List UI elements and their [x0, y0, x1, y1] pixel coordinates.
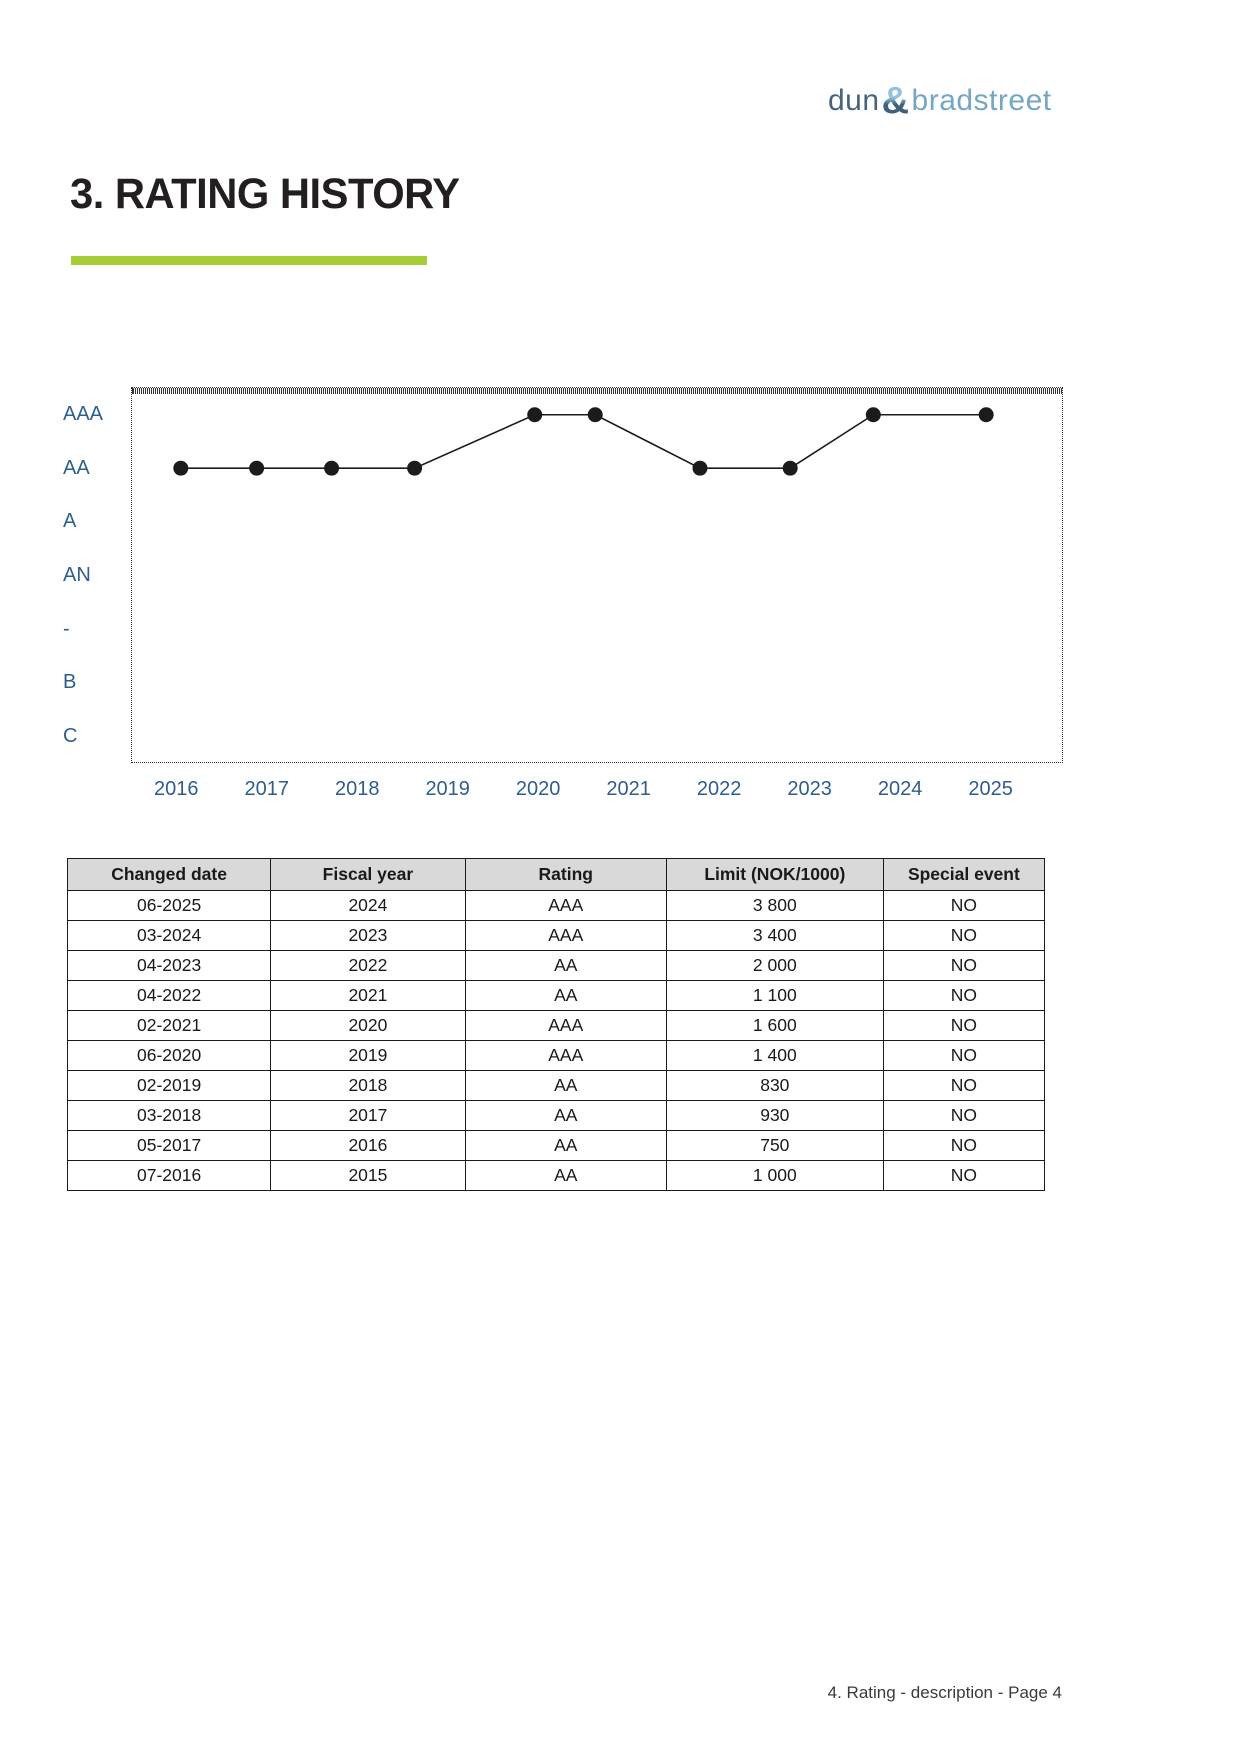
table-row	[68, 1161, 1045, 1191]
data-point-06-2025-AAA	[979, 407, 994, 422]
cell-limit: 1 600	[666, 1011, 883, 1041]
cell-special-event: NO	[883, 981, 1044, 1011]
cell-fiscal-year: 2020	[271, 1011, 465, 1041]
chart-plot-area	[131, 387, 1063, 763]
rating-trend-line	[181, 415, 986, 468]
cell-changed-date: 02-2021	[68, 1011, 271, 1041]
data-point-04-2023-AA	[783, 461, 798, 476]
cell-changed-date: 03-2018	[68, 1101, 271, 1131]
cell-limit: 1 400	[666, 1041, 883, 1071]
cell-fiscal-year: 2017	[271, 1101, 465, 1131]
page-footer: 4. Rating - description - Page 4	[827, 1683, 1062, 1702]
y-axis-label--: -	[63, 617, 70, 640]
cell-rating: AA	[465, 981, 666, 1011]
table-row	[68, 981, 1045, 1011]
y-axis-label-an: AN	[63, 564, 91, 586]
cell-rating: AA	[465, 1101, 666, 1131]
cell-limit: 750	[666, 1131, 883, 1161]
title-accent-bar	[71, 256, 427, 265]
logo-bradstreet-text: bradstreet	[911, 84, 1052, 117]
cell-changed-date: 03-2024	[68, 921, 271, 951]
x-axis-label-2018: 2018	[334, 778, 380, 800]
cell-fiscal-year: 2015	[271, 1161, 465, 1191]
data-point-02-2019-AA	[407, 461, 422, 476]
cell-rating: AA	[465, 1071, 666, 1101]
rating-history-table	[67, 858, 1045, 1191]
cell-limit: 1 100	[666, 981, 883, 1011]
table-row	[68, 1041, 1045, 1071]
x-axis-label-2021: 2021	[606, 778, 651, 800]
cell-rating: AAA	[465, 921, 666, 951]
cell-special-event: NO	[883, 1161, 1044, 1191]
y-axis-label-c: C	[63, 725, 78, 748]
cell-rating: AAA	[465, 1041, 666, 1071]
cell-limit: 930	[666, 1101, 883, 1131]
data-point-03-2018-AA	[324, 461, 339, 476]
column-header-changed-date: Changed date	[68, 859, 271, 891]
x-axis-label-2022: 2022	[696, 778, 742, 800]
x-axis-label-2020: 2020	[515, 778, 561, 800]
logo-ampersand-icon: &	[881, 80, 910, 122]
cell-changed-date: 06-2020	[68, 1041, 271, 1071]
table-row	[68, 1071, 1045, 1101]
cell-rating: AAA	[465, 1011, 666, 1041]
data-point-07-2016-AA	[173, 461, 188, 476]
column-header-fiscal-year: Fiscal year	[271, 859, 465, 891]
cell-fiscal-year: 2022	[271, 951, 465, 981]
x-axis-label-2025: 2025	[968, 778, 1013, 800]
cell-special-event: NO	[883, 1101, 1044, 1131]
cell-fiscal-year: 2016	[271, 1131, 465, 1161]
data-point-04-2022-AA	[692, 461, 707, 476]
data-point-02-2021-AAA	[588, 407, 603, 422]
cell-special-event: NO	[883, 891, 1044, 921]
table-row	[68, 891, 1045, 921]
cell-limit: 1 000	[666, 1161, 883, 1191]
cell-rating: AAA	[465, 891, 666, 921]
y-axis-label-a: A	[63, 510, 77, 533]
data-point-06-2020-AAA	[527, 407, 542, 422]
dnb-logo	[828, 80, 1052, 123]
table-header-row	[68, 859, 1045, 891]
cell-special-event: NO	[883, 921, 1044, 951]
column-header-special-event: Special event	[883, 859, 1044, 891]
cell-rating: AA	[465, 1161, 666, 1191]
cell-special-event: NO	[883, 1041, 1044, 1071]
cell-rating: AA	[465, 1131, 666, 1161]
y-axis-label-aa: AA	[63, 456, 90, 479]
cell-fiscal-year: 2024	[271, 891, 465, 921]
cell-special-event: NO	[883, 1011, 1044, 1041]
cell-changed-date: 07-2016	[68, 1161, 271, 1191]
column-header-limit-nok-1000-: Limit (NOK/1000)	[666, 859, 883, 891]
rating-line-series	[132, 388, 1062, 762]
cell-changed-date: 04-2023	[68, 951, 271, 981]
cell-changed-date: 04-2022	[68, 981, 271, 1011]
x-axis-label-2017: 2017	[244, 778, 289, 800]
data-point-03-2024-AAA	[866, 407, 881, 422]
cell-rating: AA	[465, 951, 666, 981]
cell-changed-date: 02-2019	[68, 1071, 271, 1101]
table-row	[68, 951, 1045, 981]
table-row	[68, 921, 1045, 951]
y-axis-label-aaa: AAA	[63, 402, 104, 425]
cell-fiscal-year: 2023	[271, 921, 465, 951]
table-row	[68, 1101, 1045, 1131]
x-axis-label-2016: 2016	[153, 778, 199, 800]
cell-limit: 3 400	[666, 921, 883, 951]
cell-special-event: NO	[883, 951, 1044, 981]
cell-fiscal-year: 2021	[271, 981, 465, 1011]
cell-limit: 2 000	[666, 951, 883, 981]
logo-dun-text: dun	[828, 84, 880, 117]
cell-limit: 830	[666, 1071, 883, 1101]
cell-changed-date: 05-2017	[68, 1131, 271, 1161]
table-row	[68, 1131, 1045, 1161]
cell-fiscal-year: 2018	[271, 1071, 465, 1101]
column-header-rating: Rating	[465, 859, 666, 891]
cell-changed-date: 06-2025	[68, 891, 271, 921]
x-axis-label-2023: 2023	[787, 778, 832, 800]
table-row	[68, 1011, 1045, 1041]
cell-special-event: NO	[883, 1071, 1044, 1101]
page-title: 3. RATING HISTORY	[70, 170, 460, 218]
x-axis-label-2024: 2024	[877, 778, 923, 800]
cell-special-event: NO	[883, 1131, 1044, 1161]
x-axis-label-2019: 2019	[425, 778, 470, 800]
cell-fiscal-year: 2019	[271, 1041, 465, 1071]
y-axis-label-b: B	[63, 671, 77, 694]
data-point-05-2017-AA	[249, 461, 264, 476]
cell-limit: 3 800	[666, 891, 883, 921]
